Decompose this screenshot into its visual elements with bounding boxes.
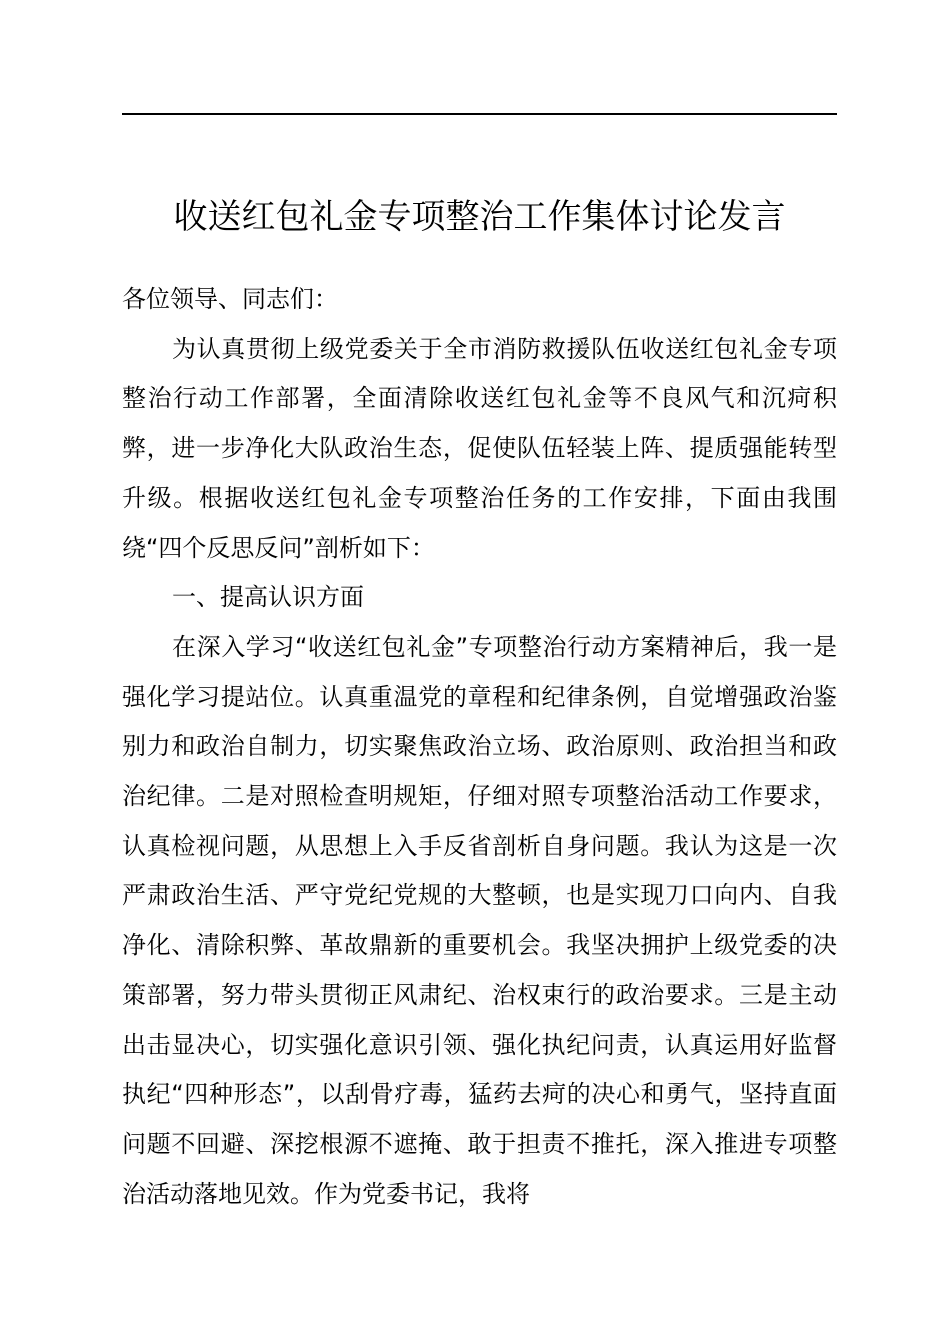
paragraph-section-one: 在深入学习“收送红包礼金”专项整治行动方案精神后，我一是强化学习提站位。认真重温党的章程和纪律条例，自觉增强政治鉴别力和政治自制力，切实聚焦政治立场、政治原则、政治担当和政治纪律。二是对照检查明规矩，仔细对照专项整治活动工作要求，认真检视问题，从思想上入手反省剖析自身问题。我认为这是一次严肃政治生活、严守党纪党规的大整顿，也是实现刀口向内、自我净化、清除积弊、革故鼎新的重要机会。我坚决拥护上级党委的决策部署，努力带头贯彻正风肃纪、治权束行的政治要求。三是主动出击显决心，切实强化意识引领、强化执纪问责，认真运用好监督执纪“四种形态”，以刮骨疗毒，猛药去疴的决心和勇气，坚持直面问题不回避、深挖根源不遮掩、敢于担责不推托，深入推进专项整治活动落地见效。作为党委书记，我将 [122, 632, 837, 1208]
header-rule [122, 113, 837, 115]
salutation: 各位领导、同志们： [122, 285, 338, 313]
paragraph-intro: 为认真贯彻上级党委关于全市消防救援队伍收送红包礼金专项整治行动工作部署，全面清除收送红包礼金等不良风气和沉疴积弊，进一步净化大队政治生态，促使队伍轻装上阵、提质强能转型升级。根据收送红包礼金专项整治任务的工作安排，下面由我围绕“四个反思反问”剖析如下： [122, 334, 837, 562]
section-heading: 一、提高认识方面 [172, 583, 364, 612]
document-body [122, 275, 837, 1219]
document-title: 收送红包礼金专项整治工作集体讨论发言 [173, 196, 786, 237]
